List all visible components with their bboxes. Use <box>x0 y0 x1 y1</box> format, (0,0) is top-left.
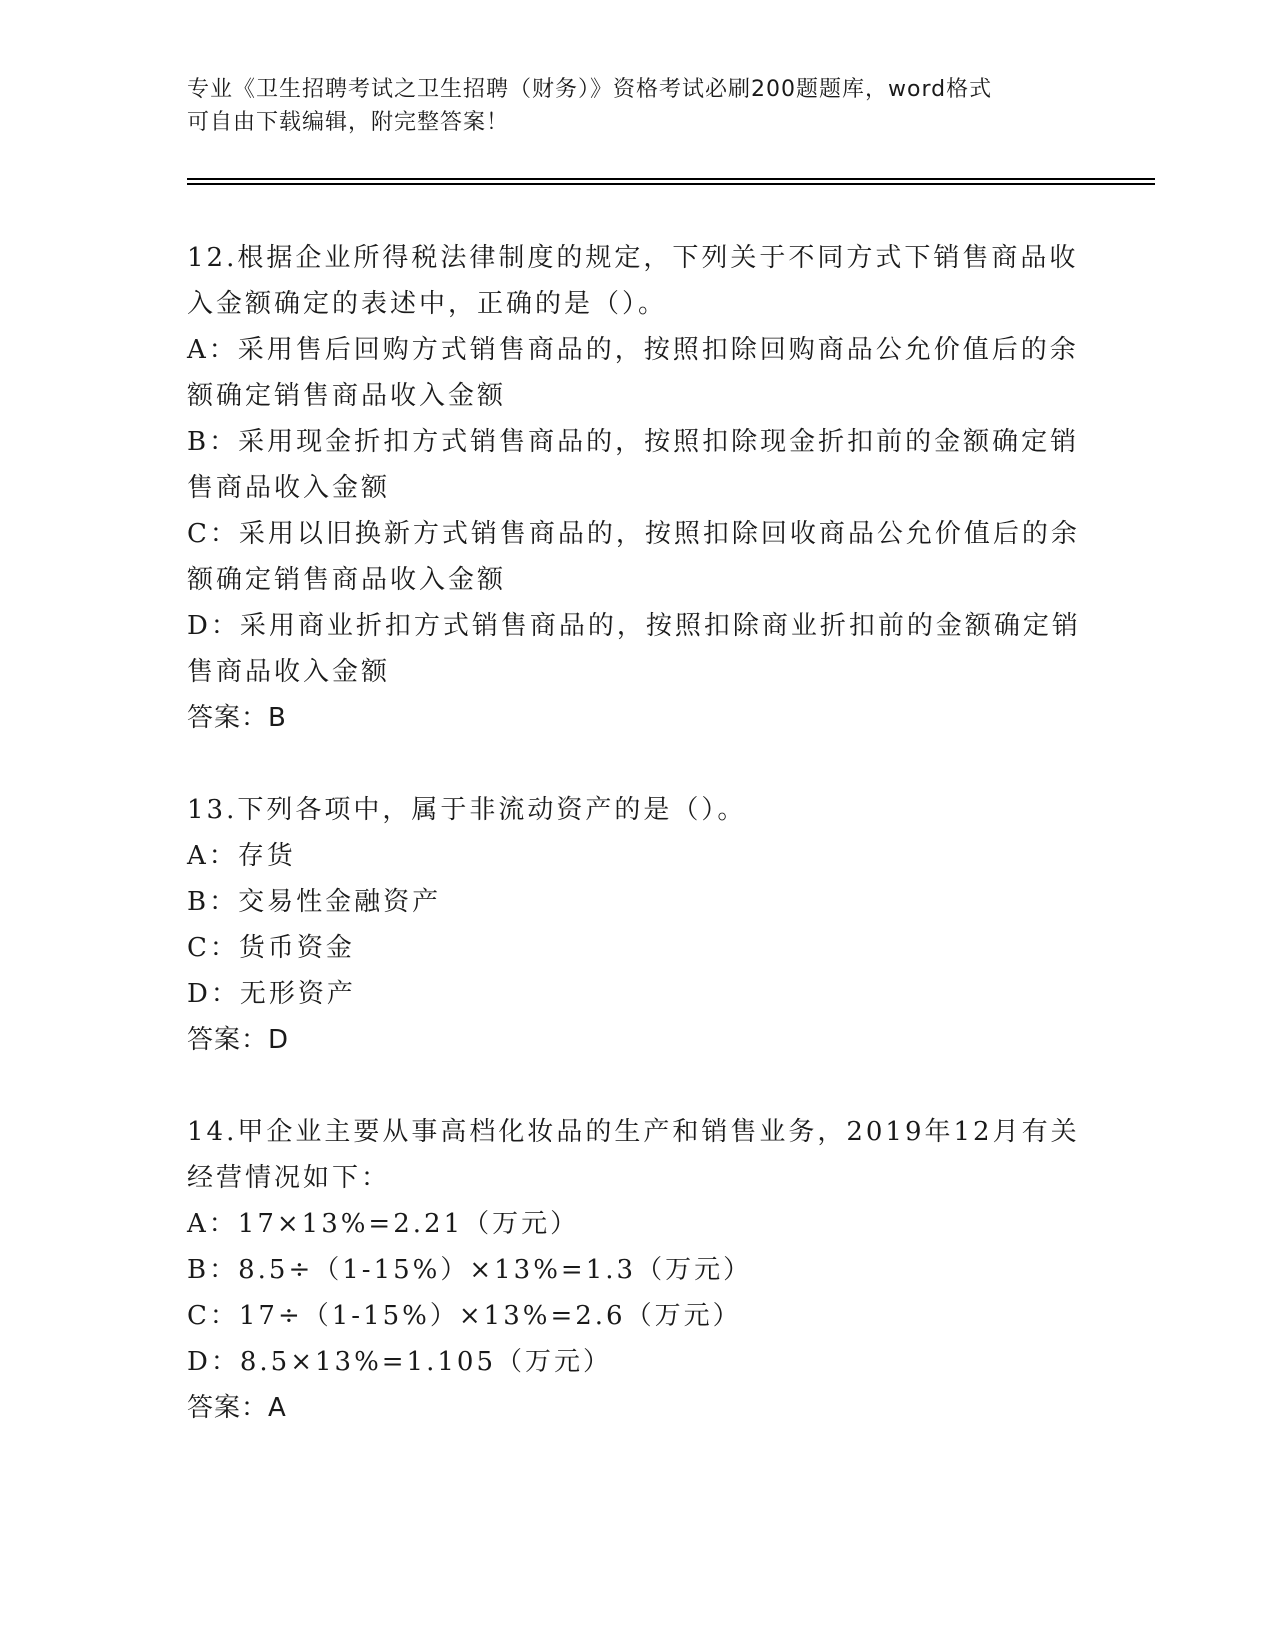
option-a-line: 额确定销售商品收入金额 <box>187 381 507 411</box>
question-list <box>187 235 1087 1477</box>
document-header <box>187 73 1087 139</box>
option-d-line: 售商品收入金额 <box>187 657 391 687</box>
header-line-2: 可自由下载编辑，附完整答案！ <box>187 110 510 135</box>
option-c-line: C：采用以旧换新方式销售商品的，按照扣除回收商品公允价值后的余 <box>187 519 1080 549</box>
header-rule-bottom <box>187 183 1155 185</box>
option-b-line: B：采用现金折扣方式销售商品的，按照扣除现金折扣前的金额确定销 <box>187 427 1080 457</box>
question-13 <box>187 787 1087 1063</box>
option-b-line: B：交易性金融资产 <box>187 887 442 917</box>
question-14 <box>187 1109 1087 1431</box>
option-b-line: 售商品收入金额 <box>187 473 391 503</box>
header-line-1: 专业《卫生招聘考试之卫生招聘（财务）》资格考试必刷200题题库，word格式 <box>187 77 993 102</box>
question-stem-line: 14.甲企业主要从事高档化妆品的生产和销售业务，2019年12月有关 <box>187 1117 1080 1147</box>
question-stem-line: 经营情况如下： <box>187 1163 391 1193</box>
question-stem-line: 入金额确定的表述中，正确的是（）。 <box>187 289 668 319</box>
option-c-line: 额确定销售商品收入金额 <box>187 565 507 595</box>
option-b-line: B：8.5÷（1-15%）×13%=1.3（万元） <box>187 1255 753 1285</box>
option-a-line: A：采用售后回购方式销售商品的，按照扣除回购商品公允价值后的余 <box>187 335 1079 365</box>
option-d-line: D：采用商业折扣方式销售商品的，按照扣除商业折扣前的金额确定销 <box>187 611 1081 641</box>
option-d-line: D：无形资产 <box>187 979 356 1009</box>
answer-label: 答案：A <box>187 1393 287 1423</box>
question-12 <box>187 235 1087 741</box>
question-stem-line: 13.下列各项中，属于非流动资产的是（）。 <box>187 795 747 825</box>
option-a-line: A：17×13%=2.21（万元） <box>187 1209 580 1239</box>
option-c-line: C：货币资金 <box>187 933 355 963</box>
option-d-line: D：8.5×13%=1.105（万元） <box>187 1347 612 1377</box>
answer-label: 答案：B <box>187 703 287 733</box>
option-a-line: A：存货 <box>187 841 296 871</box>
answer-label: 答案：D <box>187 1025 290 1055</box>
question-stem-line: 12.根据企业所得税法律制度的规定，下列关于不同方式下销售商品收 <box>187 243 1079 273</box>
header-rule-top <box>187 178 1155 180</box>
option-c-line: C：17÷（1-15%）×13%=2.6（万元） <box>187 1301 742 1331</box>
